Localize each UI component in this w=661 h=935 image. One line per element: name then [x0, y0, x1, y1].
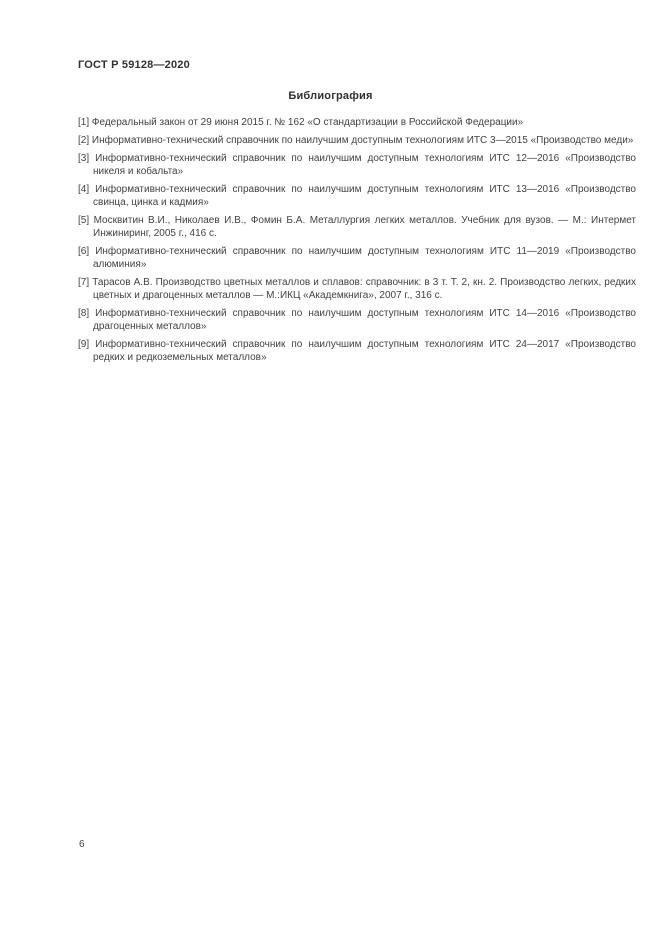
- bibliography-text: Информативно-технический справочник по наилучшим доступным технологиям ИТС 14—2016 «Производство драгоценных металлов»: [93, 308, 636, 332]
- bibliography-ref: [9]: [78, 339, 90, 350]
- bibliography-list: [78, 116, 636, 364]
- bibliography-text: Информативно-технический справочник по наилучшим доступным технологиям ИТС 11—2019 «Производство алюминия»: [93, 246, 636, 270]
- bibliography-ref: [1]: [78, 117, 90, 128]
- bibliography-entry: [78, 134, 636, 147]
- document-number: ГОСТ Р 59128—2020: [78, 59, 190, 71]
- bibliography-text: Информативно-технический справочник по наилучшим доступным технологиям ИТС 3—2015 «Производство меди»: [91, 135, 634, 146]
- bibliography-text: Информативно-технический справочник по наилучшим доступным технологиям ИТС 13—2016 «Производство свинца, цинка и кадмия»: [93, 184, 636, 208]
- bibliography-text: Федеральный закон от 29 июня 2015 г. № 162 «О стандартизации в Российской Федерации»: [91, 117, 524, 128]
- bibliography-text: Информативно-технический справочник по наилучшим доступным технологиям ИТС 24—2017 «Производство редких и редкоземельных металлов»: [93, 339, 636, 363]
- bibliography-entry: [78, 183, 636, 209]
- bibliography-entry: [78, 245, 636, 271]
- bibliography-text: Информативно-технический справочник по наилучшим доступным технологиям ИТС 12—2016 «Производство никеля и кобальта»: [93, 153, 636, 177]
- bibliography-entry: [78, 116, 636, 129]
- bibliography-ref: [5]: [78, 215, 90, 226]
- bibliography-ref: [2]: [78, 135, 90, 146]
- bibliography-entry: [78, 152, 636, 178]
- bibliography-ref: [3]: [78, 153, 90, 164]
- bibliography-text: Москвитин В.И., Николаев И.В., Фомин Б.А. Металлургия легких металлов. Учебник для вузов. — М.: Интермет Инжиниринг, 2005 г., 416 с.: [93, 215, 636, 239]
- bibliography-ref: [4]: [78, 184, 90, 195]
- bibliography-entry: [78, 276, 636, 302]
- bibliography-entry: [78, 214, 636, 240]
- page-number: 6: [79, 839, 85, 850]
- bibliography-ref: [6]: [78, 246, 90, 257]
- bibliography-entry: [78, 307, 636, 333]
- bibliography-text: Тарасов А.В. Производство цветных металлов и сплавов: справочник: в 3 т. Т. 2, кн. 2. Производство легких, редких цветных и драгоценных металлов — М.:ИКЦ «Академкнига», 2007 г., 316 с.: [92, 277, 637, 301]
- bibliography-entry: [78, 338, 636, 364]
- bibliography-ref: [7]: [78, 277, 90, 288]
- bibliography-ref: [8]: [78, 308, 90, 319]
- page-title: Библиография: [288, 90, 373, 102]
